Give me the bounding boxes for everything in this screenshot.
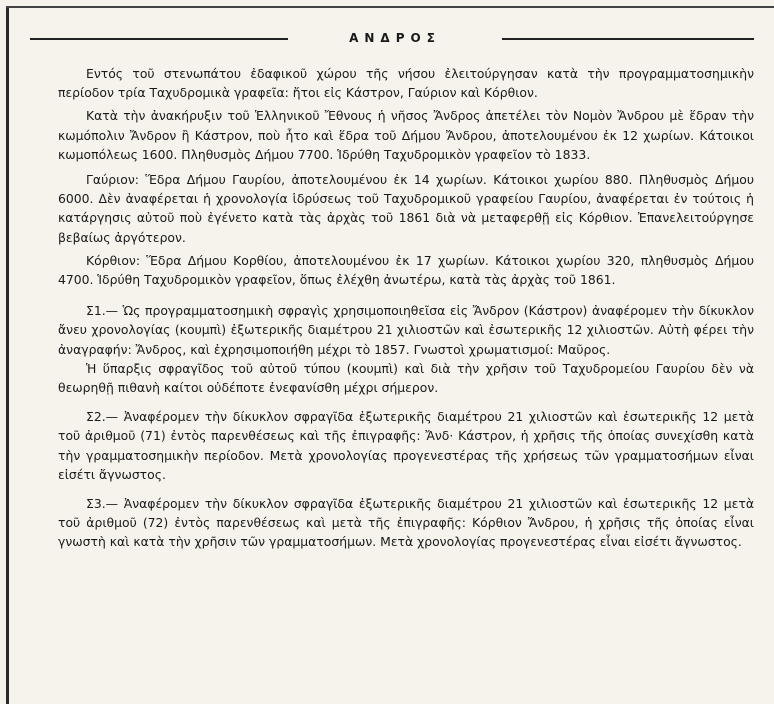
section-heading: ΑΝΔΡΟΣ [349, 31, 441, 45]
paragraph-intro: Εντός τοῦ στενωπάτου ἐδαφικοῦ χώρου τῆς νήσου ἐλειτούργησαν κατὰ τὴν προγραμματοσημικὴν περίοδον τρία Ταχυδρομικὰ γραφεῖα: ἤτοι εἰς Κάστρον, Γαύριον καὶ Κόρθιον. [58, 66, 754, 101]
heading-rule-left [30, 38, 288, 40]
paragraph-s1: Σ1.— Ὡς προγραμματοσημικὴ σφραγὶς χρησιμοποιηθεῖσα εἰς Ἄνδρον (Κάστρον) ἀναφέρομεν τὴν δίκυκλον ἄνευ χρονολογίας (κουμπὶ) ἐξωτερικῆς διαμέτρου 21 χιλιοστῶν καὶ ἐσωτερικῆς 12 χιλιοστῶν. Αὐτὴ φέρει τὴν ἀναγραφήν: Ἄνδρος, καὶ ἐχρησιμοποιήθη μέχρι τὸ 1857. Γνωστοὶ χρωματισμοί: Μαῦρος. [58, 303, 754, 357]
paragraph-s1-note: Ἡ ὕπαρξις σφραγῖδος τοῦ αὐτοῦ τύπου (κουμπὶ) καὶ διὰ τὴν χρῆσιν τοῦ Ταχυδρομείου Γαυρίου δὲν νὰ θεωρηθῇ πιθανὴ καίτοι οὐδέποτε ἐνεφανίσθη μέχρι σήμερον. [58, 360, 754, 396]
paragraph-korthion: Κόρθιον: Ἕδρα Δήμου Κορθίου, ἀποτελουμένου ἐκ 17 χωρίων. Κάτοικοι χωρίου 320, πληθυσμὸς Δήμου 4700. Ἱδρύθη Ταχυδρομικὸν γραφεῖον, ὅπως ἐλέχθη ἀνωτέρω, κατὰ τὰς ἀρχὰς τοῦ 1861. [58, 252, 754, 288]
heading-rule-right [502, 38, 754, 40]
page-left-edge [6, 8, 9, 704]
page-top-edge [6, 6, 774, 8]
heading-row [30, 28, 754, 48]
paragraph-gavrion: Γαύριον: Ἕδρα Δήμου Γαυρίου, ἀποτελουμένου ἐκ 14 χωρίων. Κάτοικοι χωρίου 880. Πληθυσμὸς Δήμου 6000. Δὲν ἀναφέρεται ἡ χρονολογία ἱδρύσεως τοῦ Ταχυδρομικοῦ γραφείου Γαυρίου, ἀναφέρεται ἐν τούτοις ἡ κατάργησις αὐτοῦ ποὺ ἐγένετο κατὰ τὰς ἀρχὰς τοῦ 1861 διὰ νὰ μεταφερθῇ εἰς Κόρθιον. Ἐπανελειτούργησε βεβαίως ἀργότερον. [58, 172, 754, 245]
paragraph-s3: Σ3.— Ἀναφέρομεν τὴν δίκυκλον σφραγῖδα ἐξωτερικῆς διαμέτρου 21 χιλιοστῶν καὶ ἐσωτερικῆς 12 μετὰ τοῦ ἀριθμοῦ (72) ἐντὸς παρενθέσεως καὶ μετὰ τῆς ἐπιγραφῆς: Κόρθιον Ἄνδρου, ἡ χρῆσις τῆς ὁποίας εἶναι γνωστὴ καὶ κατὰ τὴν χρῆσιν τῶν γραμματοσήμων. Μετὰ χρονολογίας προγενεστέρας εἶναι εἰσέτι ἄγνωστος. [58, 496, 754, 550]
paragraph-s2: Σ2.— Ἀναφέρομεν τὴν δίκυκλον σφραγῖδα ἐξωτερικῆς διαμέτρου 21 χιλιοστῶν καὶ ἐσωτερικῆς 12 μετὰ τοῦ ἀριθμοῦ (71) ἐντὸς παρενθέσεως καὶ τῆς ἐπιγραφῆς: Ἄνδ· Κάστρον, ἡ χρῆσις τῆς ὁποίας συνεχίσθη κατὰ τὴν γραμματοσημικὴν περίοδον. Μετὰ χρονολογίας προγενεστέρας τῆς χρήσεως τῶν γραμματοσήμων εἶναι εἰσέτι ἄγνωστος. [58, 409, 754, 482]
document-body [58, 64, 754, 552]
paragraph-andros: Κατὰ τὴν ἀνακήρυξιν τοῦ Ἑλληνικοῦ Ἔθνους ἡ νῆσος Ἄνδρος ἀπετέλει τὸν Νομὸν Ἄνδρου μὲ ἕδραν τὴν κωμόπολιν Ἄνδρον ἢ Κάστρον, ποὺ ἦτο καὶ ἕδρα τοῦ Δήμου Ἄνδρου, ἀποτελουμένου ἐκ 12 χωρίων. Κάτοικοι κωμοπόλεως 1600. Πληθυσμὸς Δήμου 7700. Ἱδρύθη Ταχυδρομικὸν γραφεῖον τὸ 1833. [58, 108, 754, 162]
